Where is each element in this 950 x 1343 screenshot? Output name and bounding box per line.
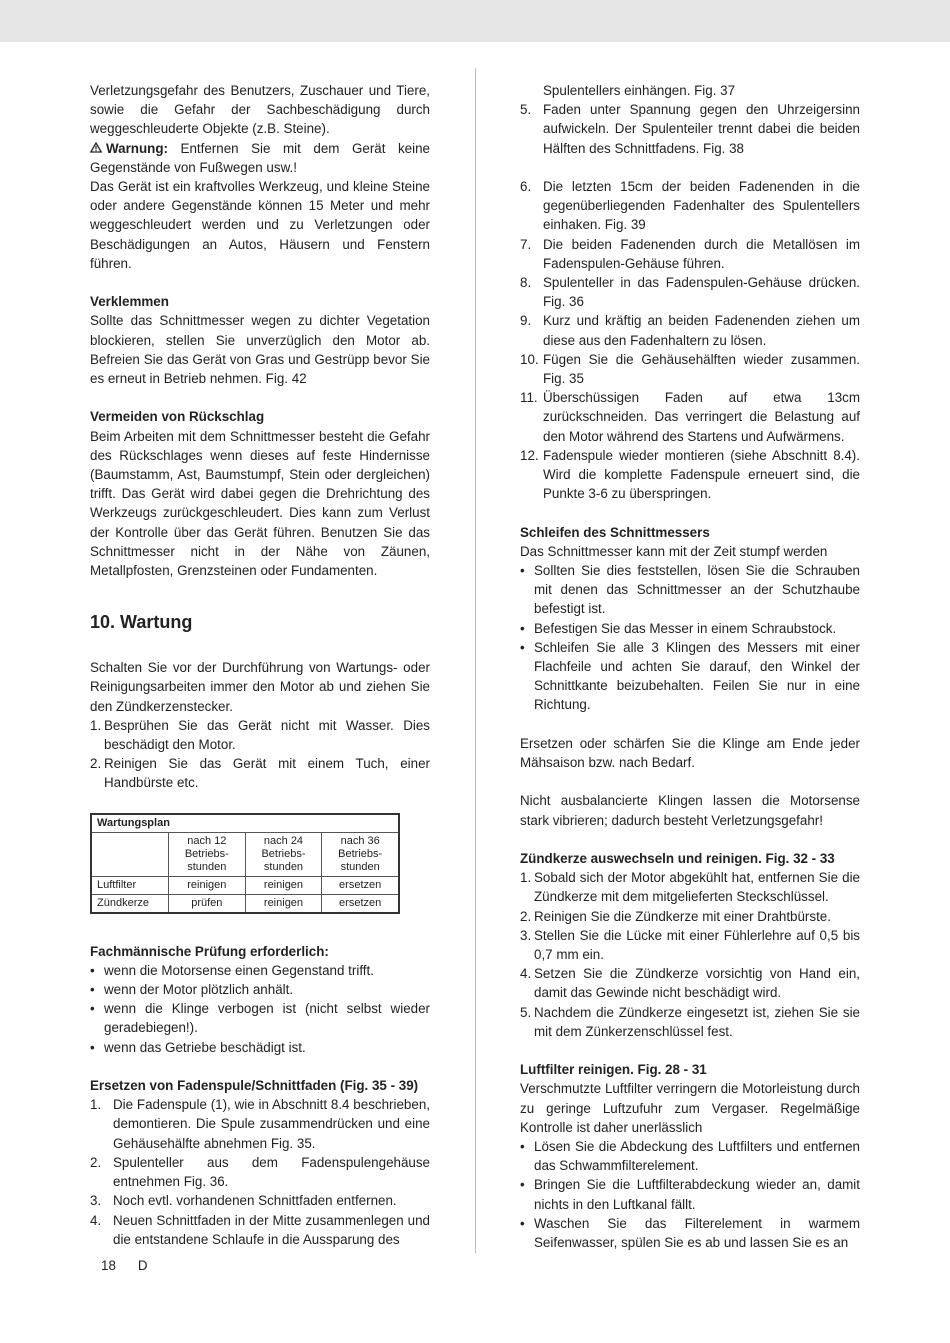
table-cell: reinigen: [169, 876, 246, 894]
page-number: 18: [101, 1258, 116, 1273]
top-bar: [0, 0, 950, 42]
spool-list: [90, 1095, 430, 1249]
table-caption-row: [91, 814, 399, 833]
table-cell: reinigen: [245, 894, 322, 913]
list-item: 5. Nachdem die Zündkerze eingesetzt ist, ziehen Sie sie mit dem Zünkerzenschlüssel fest.: [520, 1004, 860, 1039]
list-item: 12. Fadenspule wieder montieren (siehe Abschnitt 8.4). Wird die komplette Fadenspule erneuert sind, die Punkte 3-6 zu überspringen.: [520, 447, 860, 502]
spool-steps-a: [520, 100, 860, 158]
spool-heading: Ersetzen von Fadenspule/Schnittfaden (Fig. 35 - 39): [90, 1078, 419, 1094]
table-cell: prüfen: [169, 894, 246, 913]
plug-heading: Zündkerze auswechseln und reinigen. Fig. 32 - 33: [520, 851, 835, 867]
sharpen-intro: Das Schnittmesser kann mit der Zeit stumpf werden: [520, 543, 828, 559]
list-item: 10. Fügen Sie die Gehäusehälften wieder zusammen. Fig. 35: [520, 351, 860, 387]
table-header: nach 36 Betriebs-stunden: [322, 832, 399, 876]
list-item: • wenn die Motorsense einen Gegenstand trifft.: [90, 962, 374, 978]
list-item: 6. Die letzten 15cm der beiden Fadenenden in die gegenüberliegenden Fadenhalter des Spulentellers einhaken. Fig. 39: [520, 179, 860, 233]
jam-heading: Verklemmen: [90, 294, 169, 310]
language-code: D: [137, 1258, 148, 1273]
filter-intro: Verschmutzte Luftfilter verringern die Motorleistung durch zu geringe Luftzufuhr zum Vergaser. Regelmäßige Kontrolle ist daher unerlässlich: [520, 1081, 860, 1135]
row-label: Zündkerze: [91, 894, 169, 913]
intro-paragraph: Verletzungsgefahr des Benutzers, Zuschauer und Tiere, sowie die Gefahr der Sachbeschädigung durch weggeschleuderte Objekte (z.B. Steine).: [90, 83, 430, 137]
list-item: 7. Die beiden Fadenenden durch die Metallösen im Fadenspulen-Gehäuse führen.: [520, 236, 860, 271]
maintenance-plan-table: [90, 813, 400, 914]
list-item: • Sollten Sie dies feststellen, lösen Sie die Schrauben mit denen das Schnittmesser an der Schutzhaube befestigt ist.: [520, 563, 860, 617]
list-item: • Waschen Sie das Filterelement in warmem Seifenwasser, spülen Sie es ab und lassen Sie es an: [520, 1215, 860, 1251]
warning-triangle-icon: [90, 139, 102, 158]
list-item: 5. Faden unter Spannung gegen den Uhrzeigersinn aufwickeln. Der Spulenteiler trennt dabei die beiden Hälften des Schnittfadens. Fig. 38: [520, 102, 860, 156]
table-cell: ersetzen: [322, 876, 399, 894]
right-column: [520, 81, 860, 1252]
expert-list: [90, 961, 430, 1057]
left-column: [90, 81, 430, 1249]
sharpen-list: [520, 561, 860, 715]
column-divider: [475, 68, 476, 1253]
list-item: • Lösen Sie die Abdeckung des Luftfilters und entfernen das Schwammfilterelement.: [520, 1139, 860, 1174]
list-item: 1. Besprühen Sie das Gerät nicht mit Wasser. Dies beschädigt den Motor.: [90, 717, 430, 753]
list-item: • wenn der Motor plötzlich anhält.: [90, 982, 294, 998]
jam-paragraph: Sollte das Schnittmesser wegen zu dichter Vegetation blockieren, stellen Sie unverzüglich den Motor ab. Befreien Sie das Gerät von Gras und Gestrüpp bevor Sie es erneut in Betrieb nehmen. Fig. 42: [90, 313, 430, 387]
list-item: • wenn das Getriebe beschädigt ist.: [90, 1039, 306, 1055]
continued-line: Spulentellers einhängen. Fig. 37: [543, 83, 736, 98]
warning-label: Warnung:: [106, 140, 168, 156]
table-caption: Wartungsplan: [91, 814, 399, 833]
plug-list: [520, 868, 860, 1041]
table-row: [91, 894, 399, 913]
list-item: 1. Sobald sich der Motor abgekühlt hat, entfernen Sie die Zündkerze mit dem mitgelieferten Steckschlüssel.: [520, 870, 860, 905]
list-item: 1. Die Fadenspule (1), wie in Abschnitt 8.4 beschrieben, demontieren. Die Spule zusammendrücken und eine Gehäusehälfte abnehmen Fig. 35.: [90, 1097, 430, 1151]
row-label: Luftfilter: [91, 876, 169, 894]
table-header-row: [91, 832, 399, 876]
warning-text: Entfernen Sie mit dem Gerät keine Gegenstände von Fußwegen usw.!: [90, 140, 430, 175]
list-item: 11. Überschüssigen Faden auf etwa 13cm zurückschneiden. Das verringert die Belastung auf den Motor während des Startens und Aufwärmens.: [520, 390, 860, 444]
warning-paragraph: [90, 139, 430, 177]
filter-heading: Luftfilter reinigen. Fig. 28 - 31: [520, 1062, 707, 1078]
table-header: nach 24 Betriebs-stunden: [245, 832, 322, 876]
spool-steps-b: [520, 177, 860, 503]
list-item: 2. Reinigen Sie die Zündkerze mit einer Drahtbürste.: [520, 908, 831, 924]
list-item: 2. Reinigen Sie das Gerät mit einem Tuch, einer Handbürste etc.: [90, 756, 430, 791]
list-item: 3. Noch evtl. vorhandenen Schnittfaden entfernen.: [90, 1193, 397, 1209]
table-cell: reinigen: [245, 876, 322, 894]
list-item: 4. Neuen Schnittfaden in der Mitte zusammenlegen und die entstandene Schlaufe in die Aussparung des: [90, 1212, 430, 1247]
expert-heading: Fachmännische Prüfung erforderlich:: [90, 943, 329, 959]
list-item: • Schleifen Sie alle 3 Klingen des Messers mit einer Flachfeile und achten Sie darauf, den Winkel der Schnittkante beizubehalten. Feilen Sie nur in eine Richtung.: [520, 639, 860, 713]
list-item: 4. Setzen Sie die Zündkerze vorsichtig von Hand ein, damit das Gewinde nicht beschädigt wird.: [520, 966, 860, 1001]
list-item: • wenn die Klinge verbogen ist (nicht selbst wieder geradebiegen!).: [90, 1001, 430, 1036]
maintenance-intro: Schalten Sie vor der Durchführung von Wartungs- oder Reinigungsarbeiten immer den Motor ab und ziehen Sie den Zündkerzenstecker.: [90, 660, 430, 714]
table-row: [91, 876, 399, 894]
unbalanced-paragraph: Nicht ausbalancierte Klingen lassen die Motorsense stark vibrieren; dadurch besteht Verletzungsgefahr!: [520, 793, 860, 828]
power-paragraph: Das Gerät ist ein kraftvolles Werkzeug, und kleine Steine oder andere Gegenstände können 15 Meter und mehr weggeschleudert werden und zu Verletzungen oder Beschädigungen an Autos, Häusern und Fenstern führen.: [90, 179, 430, 271]
filter-list: [520, 1137, 860, 1252]
list-item: • Bringen Sie die Luftfilterabdeckung wieder an, damit nichts in den Luftkanal fällt.: [520, 1177, 860, 1212]
table-cell: ersetzen: [322, 894, 399, 913]
list-item: • Befestigen Sie das Messer in einem Schraubstock.: [520, 620, 837, 636]
list-item: 2. Spulenteller aus dem Fadenspulengehäuse entnehmen Fig. 36.: [90, 1154, 430, 1190]
list-item: 8. Spulenteller in das Fadenspulen-Gehäuse drücken. Fig. 36: [520, 275, 860, 310]
page-footer: [101, 1256, 170, 1275]
replace-paragraph: Ersetzen oder schärfen Sie die Klinge am Ende jeder Mähsaison bzw. nach Bedarf.: [520, 735, 860, 771]
list-item: 3. Stellen Sie die Lücke mit einer Fühlerlehre auf 0,5 bis 0,7 mm ein.: [520, 927, 860, 963]
maintenance-list: [90, 716, 430, 793]
list-item: 9. Kurz und kräftig an beiden Fadenenden ziehen um diese aus den Fadenhaltern zu lösen.: [520, 313, 860, 348]
table-header: nach 12 Betriebs-stunden: [169, 832, 246, 876]
kickback-heading: Vermeiden von Rückschlag: [90, 409, 265, 425]
kickback-paragraph: Beim Arbeiten mit dem Schnittmesser besteht die Gefahr des Rückschlages wenn dieses auf feste Hindernisse (Baumstamm, Ast, Baumstumpf, Stein oder dergleichen) trifft. Das Gerät wird dabei gegen die Drehrichtung des Werkzeugs zurückgeschleudert. Dies kann zum Verlust der Kontrolle über das Gerät führen. Benutzen Sie das Schnittmesser nicht in der Nähe von Zäunen, Metallpfosten, Grenzsteinen oder Fundamenten.: [90, 428, 430, 579]
section-title: 10. Wartung: [90, 612, 193, 633]
sharpen-heading: Schleifen des Schnittmessers: [520, 524, 710, 540]
